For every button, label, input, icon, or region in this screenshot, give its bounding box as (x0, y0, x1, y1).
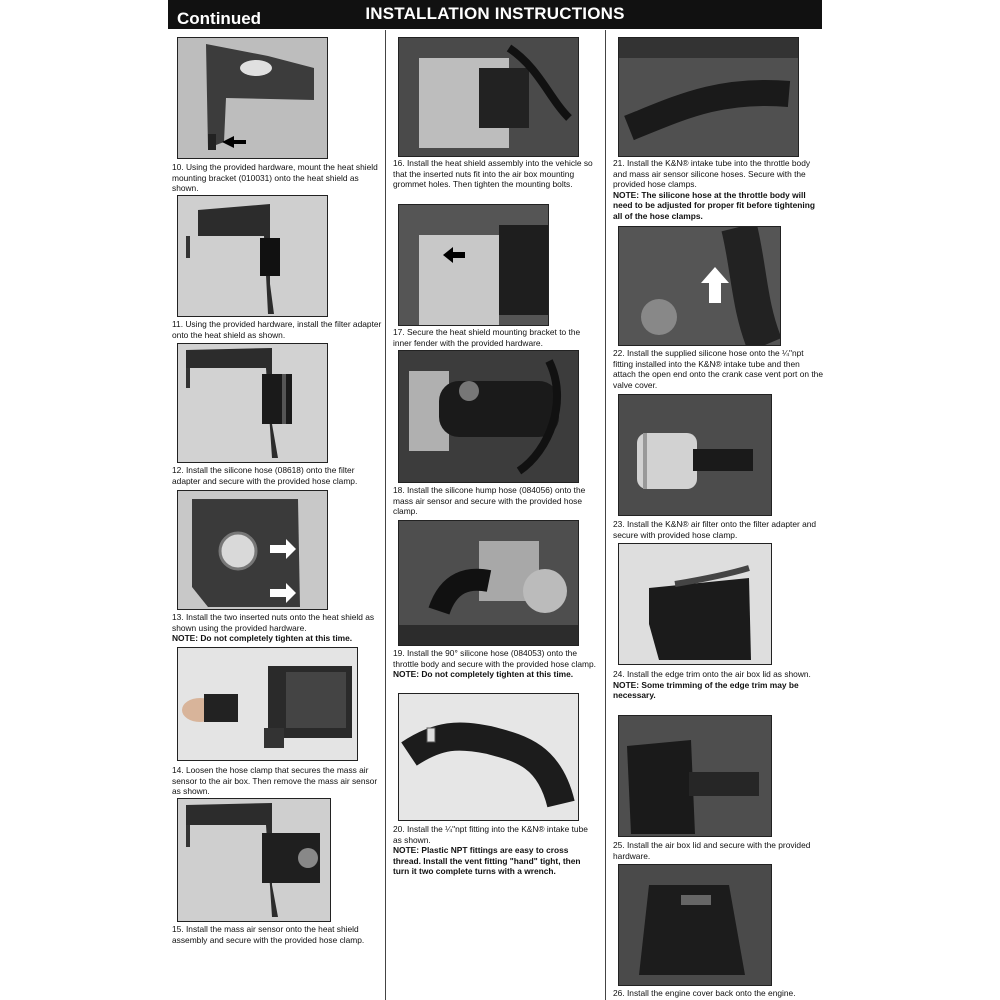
step-text: 25. Install the air box lid and secure with the provided hardware. (613, 840, 811, 861)
step-10-caption (172, 162, 382, 194)
step-14-photo (177, 647, 358, 761)
step-26-photo (618, 864, 772, 986)
step-16-photo (398, 37, 579, 157)
step-text: 13. Install the two inserted nuts onto the heat shield as shown using the provided hardware. (172, 612, 375, 633)
step-text: 15. Install the mass air sensor onto the heat shield assembly and secure with the provided hose clamp. (172, 924, 365, 945)
step-text: 10. Using the provided hardware, mount the heat shield mounting bracket (010031) onto the heat shield as shown. (172, 162, 378, 194)
step-20-caption (393, 824, 598, 877)
step-19-photo (398, 520, 579, 646)
step-text: 14. Loosen the hose clamp that secures the mass air sensor to the air box. Then remove the mass air sensor as shown. (172, 765, 378, 797)
intake-tube-installed-image (619, 38, 798, 156)
hump-hose-image (399, 351, 578, 482)
step-note: NOTE: Do not completely tighten at this time. (172, 633, 353, 644)
column-divider (605, 30, 606, 1000)
step-12-photo (177, 343, 328, 463)
step-note: NOTE: The silicone hose at the throttle body will need to be adjusted for proper fit before tightening all of the hose clamps. (613, 189, 815, 221)
step-text: 26. Install the engine cover back onto the engine. (613, 988, 796, 998)
step-17-photo (398, 204, 549, 326)
filter-adapter-image (178, 196, 327, 316)
step-22-caption (613, 348, 823, 390)
bracket-to-fender-image (399, 205, 548, 325)
step-23-photo (618, 394, 772, 516)
remove-mass-air-sensor-image (178, 648, 357, 760)
page-title: INSTALLATION INSTRUCTIONS (365, 4, 625, 23)
step-18-caption (393, 485, 598, 517)
step-15-photo (177, 798, 331, 922)
step-text: 23. Install the K&N® air filter onto the filter adapter and secure with provided hose clamp. (613, 519, 817, 540)
step-text: 18. Install the silicone hump hose (084056) onto the mass air sensor and secure with the provided hose clamp. (393, 485, 586, 517)
step-25-photo (618, 715, 772, 837)
step-24-photo (618, 543, 772, 665)
step-note: NOTE: Plastic NPT fittings are easy to cross thread. Install the vent fitting "hand" tight, then turn it two complete turns with a wrench. (393, 845, 581, 877)
page-header (168, 0, 822, 29)
step-18-photo (398, 350, 579, 483)
column-divider (385, 30, 386, 1000)
crank-case-vent-hose-image (619, 227, 780, 345)
continued-label: Continued (177, 9, 262, 28)
step-11-caption (172, 319, 382, 340)
step-15-caption (172, 924, 382, 945)
step-11-photo (177, 195, 328, 317)
air-box-lid-installed-image (619, 716, 771, 836)
step-20-photo (398, 693, 579, 821)
heat-shield-in-vehicle-image (399, 38, 578, 156)
step-text: 16. Install the heat shield assembly into the vehicle so that the inserted nuts fit into the air box mounting grommet holes. Then tighten the mounting bolts. (393, 158, 593, 190)
step-17-caption (393, 327, 598, 348)
step-14-caption (172, 765, 382, 797)
step-text: 24. Install the edge trim onto the air box lid as shown. (613, 669, 811, 679)
npt-fitting-image (399, 694, 578, 820)
step-19-caption (393, 648, 598, 680)
silicone-hose-image (178, 344, 327, 462)
step-text: 12. Install the silicone hose (08618) onto the filter adapter and secure with the provided hose clamp. (172, 465, 358, 486)
step-text: 17. Secure the heat shield mounting bracket to the inner fender with the provided hardware. (393, 327, 581, 348)
edge-trim-image (619, 544, 771, 664)
step-21-photo (618, 37, 799, 157)
step-text: 20. Install the ¼"npt fitting into the K&N® intake tube as shown. (393, 824, 588, 845)
step-note: NOTE: Do not completely tighten at this time. (393, 669, 574, 680)
inserted-nuts-image (178, 491, 327, 609)
heat-shield-bracket-image (178, 38, 327, 158)
step-text: 11. Using the provided hardware, install the filter adapter onto the heat shield as shown. (172, 319, 382, 340)
step-text: 19. Install the 90° silicone hose (084053) onto the throttle body and secure with the provided hose clamp. (393, 648, 596, 669)
step-26-caption (613, 988, 823, 999)
90-degree-hose-image (399, 521, 578, 645)
step-13-caption (172, 612, 382, 644)
step-16-caption (393, 158, 598, 190)
step-text: 22. Install the supplied silicone hose onto the ¼"npt fitting installed into the K&N® intake tube and then attach the open end onto the crank case vent port on the valve cover. (613, 348, 823, 390)
step-24-caption (613, 669, 823, 701)
mass-air-sensor-on-shield-image (178, 799, 330, 921)
step-10-photo (177, 37, 328, 159)
air-filter-installed-image (619, 395, 771, 515)
step-note: NOTE: Some trimming of the edge trim may be necessary. (613, 679, 799, 701)
step-12-caption (172, 465, 382, 486)
step-13-photo (177, 490, 328, 610)
step-23-caption (613, 519, 823, 540)
step-21-caption (613, 158, 823, 222)
engine-cover-image (619, 865, 771, 985)
step-25-caption (613, 840, 823, 861)
step-text: 21. Install the K&N® intake tube into the throttle body and mass air sensor silicone hoses. Secure with the provided hose clamps. (613, 158, 811, 190)
step-22-photo (618, 226, 781, 346)
